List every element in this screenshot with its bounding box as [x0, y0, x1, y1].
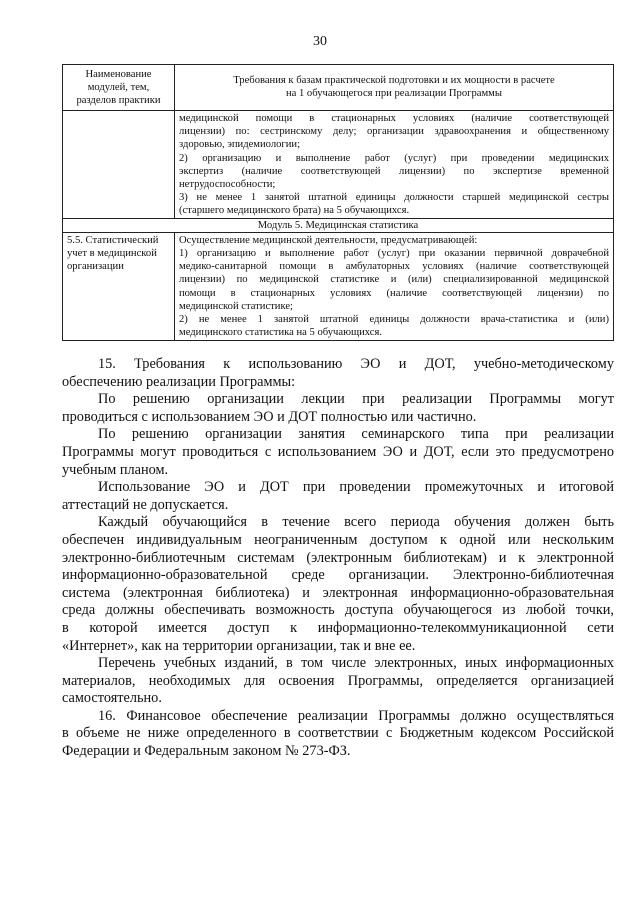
module-heading: Модуль 5. Медицинская статистика: [63, 219, 614, 233]
text-line: в объеме не ниже определенного в соответствии с Бюджетным кодексом Российской: [62, 725, 614, 742]
table-row: [63, 111, 614, 219]
cell-line: учет в медицинской: [67, 248, 157, 260]
text-line: информационно-образовательной среде организации. Электронно-библиотечная: [62, 567, 614, 584]
cell-line: 2) не менее 1 занятой штатной единицы должности врача-статистика и (или): [179, 313, 609, 325]
table-row: [63, 233, 614, 341]
cell-line: 5.5. Статистический: [67, 235, 159, 247]
cell-line: медицинского статистика на 5 обучающихся.: [179, 326, 383, 338]
table-cell-module: [63, 233, 175, 341]
text-line: 15. Требования к использованию ЭО и ДОТ, учебно-методическому: [98, 356, 614, 372]
text-line: материалов, необходимых для освоения Программы, определяется организацией: [62, 672, 614, 689]
text-line: Каждый обучающийся в течение всего периода обучения должен быть: [98, 514, 614, 531]
text-line: аттестаций не допускается.: [62, 496, 229, 513]
module-heading-row: [63, 219, 614, 233]
text-line: система (электронная библиотека) и электронная информационно-образовательная: [62, 584, 614, 601]
cell-line: медицинской помощи в стационарных условиях (наличие соответствующей: [179, 113, 609, 125]
cell-line: 3) не менее 1 занятой штатной единицы должности старшей медицинской сестры: [179, 191, 609, 203]
table-cell-requirements: [175, 233, 614, 341]
cell-line: экспертиз (наличие соответствующей лицензии) по экспертизе временной: [179, 165, 609, 177]
text-line: среда должны обеспечивать возможность доступа обучающегося из любой точки,: [62, 602, 614, 619]
header-cell-requirements: [175, 65, 614, 111]
header-line: разделов практики: [76, 95, 161, 107]
body-text: [62, 356, 614, 761]
cell-line: организации: [67, 261, 124, 273]
cell-line: нетрудоспособности;: [179, 178, 276, 190]
text-line: электронно-библиотечным системам (электронным библиотекам) и к электронной: [62, 549, 614, 566]
header-cell-modules: [63, 65, 175, 111]
text-line: «Интернет», как на территории организации, так и вне ее.: [62, 637, 416, 654]
text-line: По решению организации занятия семинарского типа при реализации: [98, 426, 614, 443]
cell-line: Осуществление медицинской деятельности, предусматривающей:: [179, 235, 478, 247]
table-header-row: [63, 65, 614, 111]
header-line: на 1 обучающегося при реализации Программы: [285, 88, 503, 100]
text-line: самостоятельно.: [62, 690, 162, 707]
cell-line: здоровью, эпидемиологии;: [179, 139, 301, 151]
text-line: Перечень учебных изданий, в том числе электронных, иных информационных: [98, 655, 614, 672]
paragraph: [62, 479, 614, 514]
paragraph: [62, 426, 614, 479]
table-cell-requirements: [175, 111, 614, 219]
cell-line: медико-санитарной помощи в амбулаторных условиях (наличие соответствующей: [179, 261, 609, 273]
cell-line: лицензии) по медицинской статистике и (или) специализированной медицинской: [179, 274, 609, 286]
paragraph: [62, 356, 614, 391]
paragraph: [62, 708, 614, 761]
header-line: Наименование: [85, 69, 152, 80]
paragraph: [62, 655, 614, 708]
header-line: Требования к базам практической подготовки и их мощности в расчете: [233, 75, 555, 86]
page-number: 30: [313, 34, 327, 49]
cell-line: помощи в стационарных условиях (наличие соответствующей лицензии) по: [179, 287, 609, 299]
cell-line: лицензии) по: сестринскому делу; организации здравоохранения и общественному: [179, 126, 609, 138]
requirements-table: [62, 64, 614, 341]
text-line: Использование ЭО и ДОТ при проведении промежуточных и итоговой: [98, 479, 614, 496]
header-line: модулей, тем,: [87, 82, 150, 94]
text-line: Федерации и Федеральным законом № 273-ФЗ.: [62, 743, 351, 760]
text-line: По решению организации лекции при реализации Программы могут: [98, 391, 614, 408]
text-line: 16. Финансовое обеспечение реализации Программы должно осуществляться: [98, 707, 614, 724]
text-line: Программы могут проводиться с использованием ЭО и ДОТ, если это предусмотрено: [62, 443, 614, 460]
table-cell-module: [63, 111, 175, 219]
text-line: обеспечению реализации Программы:: [62, 373, 296, 390]
cell-line: 1) организацию и выполнение работ (услуг) при оказании первичной доврачебной: [179, 248, 609, 260]
text-line: обеспечен индивидуальным неограниченным доступом к одной или нескольким: [62, 531, 614, 548]
cell-line: 2) организацию и выполнение работ (услуг) при проведении медицинских: [179, 152, 609, 164]
cell-line: (старшего медицинского брата) на 5 обучающихся.: [179, 204, 410, 216]
text-line: в которой имеется доступ к информационно-телекоммуникационной сети: [62, 619, 614, 636]
paragraph: [62, 391, 614, 426]
paragraph: [62, 514, 614, 655]
cell-line: медицинской статистике;: [179, 300, 293, 312]
text-line: проводиться с использованием ЭО и ДОТ полностью или частично.: [62, 408, 477, 425]
text-line: учебным планом.: [62, 461, 169, 478]
